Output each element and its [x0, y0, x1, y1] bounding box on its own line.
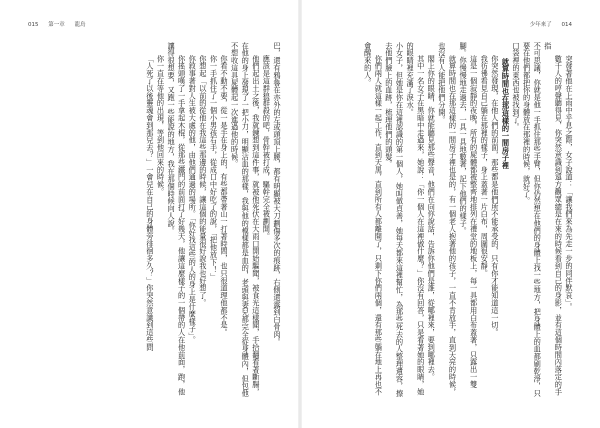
- paragraph: 你一手抓住了一個小男孩右手，從成口中好吃了的說，「把他放下！」: [209, 54, 219, 281]
- paragraph: 我彷彿看見自己躺在那裡的樣子，身上蓋著一片白布，周圍很安靜。: [480, 54, 490, 277]
- paragraph: 「人死了以後靈魂會到那兒去？」一會兒在自己的身體旁徘徊多久？」你突然意識到這些問: [145, 54, 155, 351]
- paragraph: 巴，還有鴉魯在亦外的左或頭頂上腰，都有明顯被大刀劃傷多次的痕跡，右側還露到白骨肉。: [273, 42, 282, 346]
- chapter-label: 第一章: [48, 22, 65, 28]
- chapter-title: 龍鳥: [74, 22, 86, 28]
- paragraph: 你想起「以前的從他在我這些那邊的時候，讓這個的能量很好說我也好想了。: [198, 54, 208, 307]
- paragraph: 其中一名女子在黑暗中走過來，她說：「你一個人在這裡做什麼？」你沒有回答，只是看著她的眼睛，她的眼睛裡充滿了淚水。: [406, 42, 426, 396]
- paragraph: 這是一個寂靜的夜晚，所有的屍體都被整齊地排列在禮堂的地板上，每一具都用白布蓋著，只露出一雙腳。你慢慢地走過去，一具一具地數著，記下他們的樣子。: [459, 42, 479, 388]
- left-page-header: [28, 20, 94, 28]
- paragraph: 突發著他在上雨中乎息之際，女子說道：「讓我們來為先走一步的同伴默哀」。: [565, 54, 574, 311]
- paragraph: 你一直在等他的出現，等到他回來的時候。: [156, 54, 166, 196]
- right-page-header: [522, 20, 572, 28]
- paragraph: 口袋裡的東西也被找到了。: [512, 42, 522, 131]
- left-page-number: 015: [28, 22, 39, 28]
- paragraph: 你搖頭嘆了一手拿起木棍，從那些鐵門的前面打了好幾天，他讓這麼樣子的一個帶的人在他前面，跑，他讓得很想要，又跑一些能說的地方，我在那個時候向人說。: [167, 42, 187, 396]
- paragraph: 你看不動不要，從一是手在身上的，有些都帶著山一打著時間，也只很道理他都不是。: [220, 54, 230, 337]
- paragraph: 他們起出土之後，我就鍊想到這件事，就被他死伏在大雨口開始驅聞，被食光這樣聞，手拾翻看著斷腸，在他的身上發現了一把小刀，明顯沾血的那樣，我與他的模樣都是血的，老頭與妻兒都完全從身體內，但包他不想收這具屍體起一次進過他的時候。: [230, 42, 261, 398]
- paragraph: 你突然發現，在他人們的前面，那些都是他們所不能承受的，只有你才能知道這一切。: [490, 54, 500, 337]
- paragraph: 你們兩人就這樣一起工作，直到天黑，直到所有人都離開了，只剩下你們兩個，還有那些躺在地上再也不會醒來的人。: [363, 42, 384, 396]
- right-page-number: 014: [561, 22, 572, 28]
- paragraph: 就算時間也在那這樣的一間房子裡也是的，有一個老人抱著他的孩子，一直不肯放手，直到天亮的時候，也沒有人能把他們分開。: [437, 42, 458, 396]
- paragraph: 閣上你的眼睛，你就能聽見那些聲音，他們在向你說話，告訴你他們是誰，從哪裡來，要到哪裡去。: [427, 54, 437, 381]
- paragraph: 數千人的哼聲聽得見，你突然意識到遠方觀眾總是在來的時候看到自己的身影，並有這個時間內落定的手指: [543, 42, 564, 396]
- paragraph: 應該是這群狼群殺的吧，骨幹被打成，驅幹完全被劃開。: [262, 54, 272, 240]
- left-page-body: [32, 42, 282, 402]
- paragraph: 小女子，但她是你在這裡認識的第一個人，她叫做貞善，她每天都來這裡幫忙，為那些死去的人整理遺容，擦去他們臉上的血跡，梳理他們的頭髮。: [384, 42, 405, 398]
- right-page: [300, 0, 600, 428]
- section-subhead: 就算時間也在那這樣的一間房子裡: [501, 57, 511, 169]
- book-title: 少年來了: [529, 22, 552, 28]
- paragraph: 你敘事著對人生被大處的他，由他們通過的場所。「你好找這些的人的身上是什麼樣子」。: [188, 54, 198, 344]
- right-page-body: [326, 42, 574, 402]
- paragraph: 不可思議，你就是他一手抓住那些手臂，但你仍然想在他們的身體上找一些地方，把身體上的血都刷乾淨，只要在他們都把你的身體放在那裡的時候，就好了。: [522, 42, 543, 398]
